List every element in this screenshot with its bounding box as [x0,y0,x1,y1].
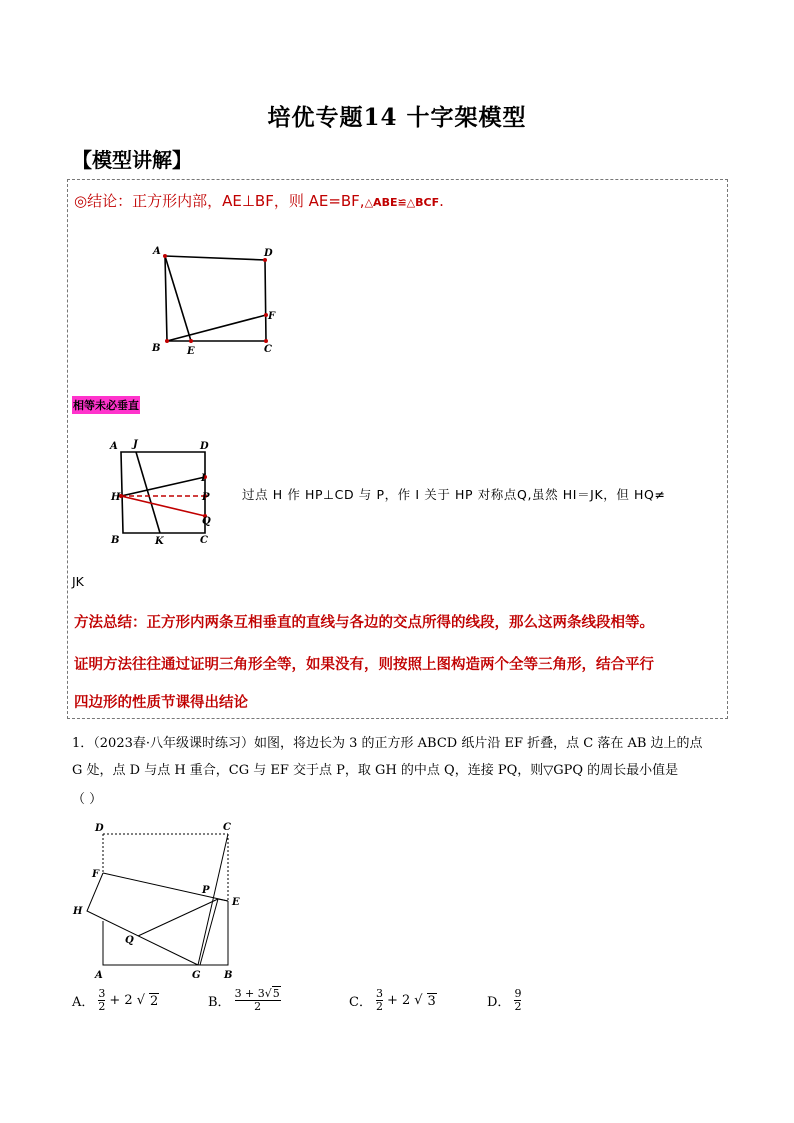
question-line2: G 处，点 D 与点 H 重合，CG 与 EF 交于点 P，取 GH 的中点 Q，连接 PQ，则▽GPQ 的周长最小值是 [72,763,679,778]
label-f3: F [92,869,100,880]
option-b-letter: B． [208,995,231,1010]
option-a-fraction [98,988,105,1013]
figure-square-ae-bf [148,244,288,359]
label-k: K [155,536,164,547]
label-q: Q [202,516,211,527]
option-c-plus: + 2 [386,993,411,1008]
label-h3: H [73,906,83,917]
highlight-label: 相等未必垂直 [72,396,140,414]
option-a-letter: A． [72,995,95,1010]
option-d[interactable] [487,988,521,1013]
section-heading: 【模型讲解】 [72,148,192,172]
method-proof-line1: 证明方法往往通过证明三角形全等，如果没有，则按照上图构造两个全等三角形，结合平行 [74,657,654,673]
option-b-fraction: $\frac{3 + 3√5}{2}$ [234,987,280,1013]
label-b3: B [224,970,233,980]
label-d: D [264,248,273,259]
conclusion-congruence: △ABE≌△BCF [364,196,440,209]
explanation-note-line2: JK [72,574,84,589]
question-blank: （ ） [72,792,103,807]
label-i: I [201,473,206,484]
label-j: J [133,439,138,450]
option-a-plus: + 2 [109,993,133,1008]
option-c-den: 2 [375,1000,383,1013]
label-q3: Q [125,935,134,946]
label-a: A [153,246,161,257]
label-e: E [187,346,195,357]
option-c-num: 3 [375,987,383,1000]
label-d2: D [200,441,209,452]
conclusion-end: . [439,192,444,210]
label-f: F [268,311,276,322]
conclusion-text [74,190,444,211]
label-c2: C [200,535,208,546]
option-a-num: 3 [98,987,106,1000]
label-b2: B [111,535,120,546]
label-e3: E [232,897,240,908]
option-d-fraction [514,988,521,1013]
explanation-note-line1: 过点 H 作 HP⊥CD 与 P，作 I 关于 HP 对称点Q,虽然 HI＝JK，但 HQ≠ [242,487,666,502]
label-p: P [202,492,210,503]
option-c-root: 3 [427,993,436,1009]
option-b[interactable] [208,988,281,1013]
label-d3: D [95,823,104,834]
method-proof-line2: 四边形的性质节课得出结论 [74,695,248,711]
question-line1: 1．（2023春·八年级课时练习）如图，将边长为 3 的正方形 ABCD 纸片沿 EF 折叠，点 C 落在 AB 边上的点 [72,736,703,751]
conclusion-main: 正方形内部，AE⊥BF，则 AE=BF, [132,192,365,210]
option-a[interactable]: A． $\frac{3}{2}$ + 2 √ 2 [72,987,159,1013]
option-d-num: 9 [514,987,522,1000]
option-a-den: 2 [98,1000,106,1013]
option-a-root: 2 [149,993,159,1009]
option-c[interactable]: C． $\frac{3}{2}$ + 2 √ 3 [349,987,436,1013]
option-c-letter: C． [349,995,372,1010]
label-a3: A [95,970,103,980]
label-a2: A [110,441,118,452]
label-c3: C [223,822,231,833]
label-g3: G [192,970,201,980]
option-b-root: 5 [272,987,280,1000]
label-p3: P [202,885,210,896]
method-summary: 方法总结：正方形内两条互相垂直的直线与各边的交点所得的线段，那么这两条线段相等。 [74,615,654,631]
conclusion-prefix: ◎结论： [74,192,133,210]
option-c-fraction [376,988,383,1013]
page-title: 培优专题14 十字架模型 [267,104,527,131]
option-d-letter: D． [487,995,511,1010]
label-h: H [111,492,121,503]
figure-equal-not-perpendicular [106,436,226,548]
option-b-den: 2 [254,1000,262,1013]
label-b: B [152,343,161,354]
label-c: C [264,344,272,355]
option-b-num: 3 + 3 [234,987,265,1000]
option-d-den: 2 [514,1000,522,1013]
figure-folded-square [68,815,253,980]
